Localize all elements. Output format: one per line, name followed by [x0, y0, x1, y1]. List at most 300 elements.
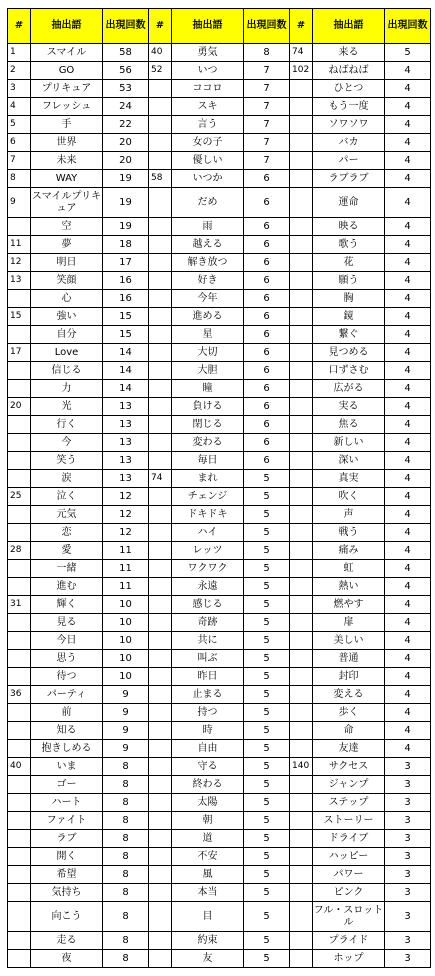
word-cell: プリキュア: [31, 80, 103, 98]
table-row: [8, 488, 431, 506]
rank-cell: [149, 650, 172, 668]
rank-cell: 40: [149, 44, 172, 62]
count-cell: 5: [244, 488, 290, 506]
rank-cell: [149, 866, 172, 884]
count-cell: 5: [244, 542, 290, 560]
word-cell: 大胆: [172, 362, 244, 380]
word-cell: 実る: [313, 398, 385, 416]
word-cell: ジャンプ: [313, 776, 385, 794]
rank-cell: [290, 290, 313, 308]
count-cell: 10: [103, 614, 149, 632]
table-row: [8, 884, 431, 902]
table-row: [8, 98, 431, 116]
count-cell: 14: [103, 362, 149, 380]
word-cell: ドライブ: [313, 830, 385, 848]
count-cell: 6: [244, 188, 290, 218]
count-cell: 12: [103, 506, 149, 524]
table-row: [8, 524, 431, 542]
table-row: [8, 344, 431, 362]
word-cell: 負ける: [172, 398, 244, 416]
word-cell: 力: [31, 380, 103, 398]
word-cell: サクセス: [313, 758, 385, 776]
rank-cell: [290, 794, 313, 812]
rank-cell: [8, 470, 31, 488]
count-cell: 5: [244, 722, 290, 740]
table-row: [8, 116, 431, 134]
count-cell: 6: [244, 218, 290, 236]
rank-cell: [290, 434, 313, 452]
rank-cell: [290, 116, 313, 134]
word-frequency-table: [7, 8, 431, 968]
word-cell: ラブ: [31, 830, 103, 848]
rank-cell: [149, 290, 172, 308]
word-cell: レッツ: [172, 542, 244, 560]
count-cell: 8: [103, 902, 149, 932]
count-cell: 6: [244, 170, 290, 188]
header-word: 抽出語: [172, 9, 244, 44]
header-num: #: [149, 9, 172, 44]
word-cell: 真実: [313, 470, 385, 488]
word-cell: 毎日: [172, 452, 244, 470]
word-cell: 雨: [172, 218, 244, 236]
word-cell: 扉: [313, 614, 385, 632]
count-cell: 4: [385, 686, 431, 704]
header-count: 出現回数: [103, 9, 149, 44]
count-cell: 3: [385, 758, 431, 776]
rank-cell: [8, 848, 31, 866]
rank-cell: [8, 902, 31, 932]
count-cell: 5: [244, 758, 290, 776]
count-cell: 4: [385, 668, 431, 686]
table-row: [8, 758, 431, 776]
rank-cell: [290, 218, 313, 236]
rank-cell: [149, 416, 172, 434]
word-cell: 輝く: [31, 596, 103, 614]
table-row: [8, 44, 431, 62]
rank-cell: [290, 884, 313, 902]
count-cell: 8: [103, 830, 149, 848]
count-cell: 3: [385, 812, 431, 830]
rank-cell: [8, 740, 31, 758]
count-cell: 8: [103, 950, 149, 968]
count-cell: 5: [244, 560, 290, 578]
word-cell: ドキドキ: [172, 506, 244, 524]
word-cell: パー: [313, 152, 385, 170]
rank-cell: [149, 758, 172, 776]
rank-cell: [149, 686, 172, 704]
rank-cell: [149, 434, 172, 452]
table-row: [8, 650, 431, 668]
word-cell: いつ: [172, 62, 244, 80]
rank-cell: [290, 632, 313, 650]
word-cell: WAY: [31, 170, 103, 188]
rank-cell: [149, 830, 172, 848]
rank-cell: [149, 506, 172, 524]
count-cell: 13: [103, 416, 149, 434]
rank-cell: [8, 668, 31, 686]
rank-cell: [149, 218, 172, 236]
table-row: [8, 398, 431, 416]
count-cell: 5: [244, 650, 290, 668]
word-cell: 気持ち: [31, 884, 103, 902]
word-cell: ワクワク: [172, 560, 244, 578]
table-row: [8, 134, 431, 152]
word-cell: 映る: [313, 218, 385, 236]
rank-cell: [8, 722, 31, 740]
count-cell: 4: [385, 62, 431, 80]
count-cell: 5: [244, 902, 290, 932]
count-cell: 7: [244, 152, 290, 170]
table-row: [8, 362, 431, 380]
count-cell: 10: [103, 650, 149, 668]
word-cell: 手: [31, 116, 103, 134]
word-cell: 進む: [31, 578, 103, 596]
count-cell: 8: [244, 44, 290, 62]
table-row: [8, 794, 431, 812]
table-row: [8, 812, 431, 830]
count-cell: 3: [385, 950, 431, 968]
rank-cell: [8, 380, 31, 398]
word-cell: 友達: [313, 740, 385, 758]
word-cell: 鏡: [313, 308, 385, 326]
table-row: [8, 614, 431, 632]
word-cell: 来る: [313, 44, 385, 62]
word-cell: スマイル: [31, 44, 103, 62]
count-cell: 5: [244, 794, 290, 812]
rank-cell: [8, 632, 31, 650]
rank-cell: [290, 98, 313, 116]
rank-cell: [8, 776, 31, 794]
count-cell: 8: [103, 932, 149, 950]
table-row: [8, 416, 431, 434]
rank-cell: 140: [290, 758, 313, 776]
word-cell: 明日: [31, 254, 103, 272]
word-cell: 希望: [31, 866, 103, 884]
word-cell: 今: [31, 434, 103, 452]
word-cell: 言う: [172, 116, 244, 134]
count-cell: 6: [244, 272, 290, 290]
count-cell: 53: [103, 80, 149, 98]
word-cell: 恋: [31, 524, 103, 542]
rank-cell: [149, 344, 172, 362]
word-cell: 命: [313, 722, 385, 740]
table-row: [8, 632, 431, 650]
count-cell: 5: [244, 830, 290, 848]
count-cell: 4: [385, 326, 431, 344]
word-cell: 感じる: [172, 596, 244, 614]
count-cell: 6: [244, 344, 290, 362]
rank-cell: [290, 170, 313, 188]
count-cell: 4: [385, 398, 431, 416]
word-cell: 目: [172, 902, 244, 932]
table-row: [8, 950, 431, 968]
word-cell: 熱い: [313, 578, 385, 596]
count-cell: 8: [103, 884, 149, 902]
rank-cell: [149, 848, 172, 866]
word-cell: 朝: [172, 812, 244, 830]
count-cell: 19: [103, 170, 149, 188]
table-row: [8, 668, 431, 686]
rank-cell: [290, 830, 313, 848]
word-cell: チェンジ: [172, 488, 244, 506]
word-cell: 涙: [31, 470, 103, 488]
word-cell: 瞳: [172, 380, 244, 398]
count-cell: 18: [103, 236, 149, 254]
word-cell: 永遠: [172, 578, 244, 596]
count-cell: 4: [385, 524, 431, 542]
word-cell: 閉じる: [172, 416, 244, 434]
rank-cell: 8: [8, 170, 31, 188]
rank-cell: 74: [149, 470, 172, 488]
count-cell: 4: [385, 488, 431, 506]
rank-cell: 74: [290, 44, 313, 62]
rank-cell: [290, 596, 313, 614]
word-cell: 星: [172, 326, 244, 344]
table-row: [8, 596, 431, 614]
word-cell: 信じる: [31, 362, 103, 380]
count-cell: 5: [244, 950, 290, 968]
table-row: [8, 776, 431, 794]
word-cell: Love: [31, 344, 103, 362]
count-cell: 20: [103, 152, 149, 170]
rank-cell: [290, 848, 313, 866]
rank-cell: [290, 80, 313, 98]
word-cell: 越える: [172, 236, 244, 254]
count-cell: 4: [385, 308, 431, 326]
table-row: [8, 704, 431, 722]
rank-cell: [149, 722, 172, 740]
rank-cell: 20: [8, 398, 31, 416]
word-cell: 守る: [172, 758, 244, 776]
table-row: [8, 380, 431, 398]
count-cell: 4: [385, 560, 431, 578]
count-cell: 3: [385, 902, 431, 932]
word-cell: 今日: [31, 632, 103, 650]
rank-cell: [149, 362, 172, 380]
rank-cell: [149, 560, 172, 578]
count-cell: 4: [385, 506, 431, 524]
count-cell: 9: [103, 740, 149, 758]
rank-cell: [8, 812, 31, 830]
word-cell: 変わる: [172, 434, 244, 452]
rank-cell: [149, 902, 172, 932]
count-cell: 4: [385, 704, 431, 722]
rank-cell: 17: [8, 344, 31, 362]
word-frequency-table-container: [7, 8, 430, 968]
word-cell: 虹: [313, 560, 385, 578]
count-cell: 4: [385, 116, 431, 134]
count-cell: 10: [103, 632, 149, 650]
rank-cell: [149, 614, 172, 632]
word-cell: 一緒: [31, 560, 103, 578]
table-row: [8, 578, 431, 596]
word-cell: 叫ぶ: [172, 650, 244, 668]
word-cell: スキ: [172, 98, 244, 116]
count-cell: 7: [244, 80, 290, 98]
count-cell: 4: [385, 740, 431, 758]
rank-cell: [8, 362, 31, 380]
count-cell: 16: [103, 290, 149, 308]
word-cell: 繋ぐ: [313, 326, 385, 344]
count-cell: 10: [103, 668, 149, 686]
word-cell: パーティ: [31, 686, 103, 704]
count-cell: 11: [103, 560, 149, 578]
rank-cell: 13: [8, 272, 31, 290]
count-cell: 5: [244, 614, 290, 632]
word-cell: 戦う: [313, 524, 385, 542]
count-cell: 3: [385, 932, 431, 950]
word-cell: 持つ: [172, 704, 244, 722]
word-cell: 時: [172, 722, 244, 740]
rank-cell: [149, 98, 172, 116]
count-cell: 4: [385, 596, 431, 614]
word-cell: だめ: [172, 188, 244, 218]
count-cell: 5: [244, 740, 290, 758]
word-cell: 道: [172, 830, 244, 848]
word-cell: 世界: [31, 134, 103, 152]
count-cell: 6: [244, 398, 290, 416]
count-cell: 3: [385, 776, 431, 794]
rank-cell: [290, 152, 313, 170]
rank-cell: [8, 884, 31, 902]
rank-cell: 5: [8, 116, 31, 134]
word-cell: 自由: [172, 740, 244, 758]
word-cell: 夜: [31, 950, 103, 968]
rank-cell: [8, 794, 31, 812]
count-cell: 9: [103, 704, 149, 722]
count-cell: 5: [244, 578, 290, 596]
table-row: [8, 326, 431, 344]
table-row: [8, 152, 431, 170]
count-cell: 4: [385, 272, 431, 290]
word-cell: GO: [31, 62, 103, 80]
rank-cell: [149, 254, 172, 272]
count-cell: 10: [103, 596, 149, 614]
count-cell: 5: [244, 632, 290, 650]
count-cell: 5: [244, 812, 290, 830]
rank-cell: 25: [8, 488, 31, 506]
count-cell: 15: [103, 308, 149, 326]
word-cell: ハッピー: [313, 848, 385, 866]
rank-cell: [290, 740, 313, 758]
word-cell: 歌う: [313, 236, 385, 254]
word-cell: ストーリー: [313, 812, 385, 830]
word-cell: ラブラブ: [313, 170, 385, 188]
word-cell: もう一度: [313, 98, 385, 116]
count-cell: 6: [244, 308, 290, 326]
word-cell: 大切: [172, 344, 244, 362]
header-count: 出現回数: [244, 9, 290, 44]
header-num: #: [290, 9, 313, 44]
rank-cell: [149, 524, 172, 542]
rank-cell: [8, 290, 31, 308]
count-cell: 5: [244, 470, 290, 488]
rank-cell: [149, 152, 172, 170]
rank-cell: [290, 308, 313, 326]
word-cell: 光: [31, 398, 103, 416]
count-cell: 4: [385, 470, 431, 488]
count-cell: 5: [244, 596, 290, 614]
count-cell: 3: [385, 830, 431, 848]
count-cell: 11: [103, 542, 149, 560]
word-cell: 元気: [31, 506, 103, 524]
word-cell: 共に: [172, 632, 244, 650]
word-cell: 未来: [31, 152, 103, 170]
count-cell: 4: [385, 290, 431, 308]
word-cell: プライド: [313, 932, 385, 950]
word-cell: スマイルプリキュア: [31, 188, 103, 218]
word-cell: 優しい: [172, 152, 244, 170]
word-cell: 口ずさむ: [313, 362, 385, 380]
rank-cell: [149, 452, 172, 470]
word-cell: 終わる: [172, 776, 244, 794]
rank-cell: [149, 236, 172, 254]
word-cell: 知る: [31, 722, 103, 740]
word-cell: いつか: [172, 170, 244, 188]
count-cell: 5: [385, 44, 431, 62]
count-cell: 5: [244, 848, 290, 866]
count-cell: 4: [385, 236, 431, 254]
rank-cell: [8, 416, 31, 434]
word-cell: 泣く: [31, 488, 103, 506]
rank-cell: 58: [149, 170, 172, 188]
count-cell: 4: [385, 380, 431, 398]
rank-cell: 12: [8, 254, 31, 272]
table-row: [8, 62, 431, 80]
rank-cell: [149, 188, 172, 218]
count-cell: 6: [244, 326, 290, 344]
count-cell: 6: [244, 434, 290, 452]
count-cell: 4: [385, 614, 431, 632]
count-cell: 4: [385, 254, 431, 272]
count-cell: 5: [244, 506, 290, 524]
rank-cell: [290, 254, 313, 272]
word-cell: 愛: [31, 542, 103, 560]
word-cell: バカ: [313, 134, 385, 152]
count-cell: 5: [244, 884, 290, 902]
rank-cell: 40: [8, 758, 31, 776]
count-cell: 12: [103, 524, 149, 542]
table-row: [8, 542, 431, 560]
word-cell: 深い: [313, 452, 385, 470]
count-cell: 7: [244, 134, 290, 152]
count-cell: 8: [103, 758, 149, 776]
word-cell: いま: [31, 758, 103, 776]
count-cell: 58: [103, 44, 149, 62]
rank-cell: [290, 902, 313, 932]
rank-cell: [8, 452, 31, 470]
rank-cell: [149, 794, 172, 812]
count-cell: 8: [103, 866, 149, 884]
count-cell: 8: [103, 848, 149, 866]
table-row: [8, 848, 431, 866]
count-cell: 4: [385, 632, 431, 650]
rank-cell: 1: [8, 44, 31, 62]
word-cell: ゴー: [31, 776, 103, 794]
word-cell: 強い: [31, 308, 103, 326]
count-cell: 12: [103, 488, 149, 506]
count-cell: 11: [103, 578, 149, 596]
rank-cell: [290, 668, 313, 686]
table-row: [8, 188, 431, 218]
word-cell: 自分: [31, 326, 103, 344]
word-cell: 新しい: [313, 434, 385, 452]
table-row: [8, 170, 431, 188]
table-row: [8, 80, 431, 98]
rank-cell: [290, 560, 313, 578]
count-cell: 7: [244, 116, 290, 134]
table-row: [8, 452, 431, 470]
